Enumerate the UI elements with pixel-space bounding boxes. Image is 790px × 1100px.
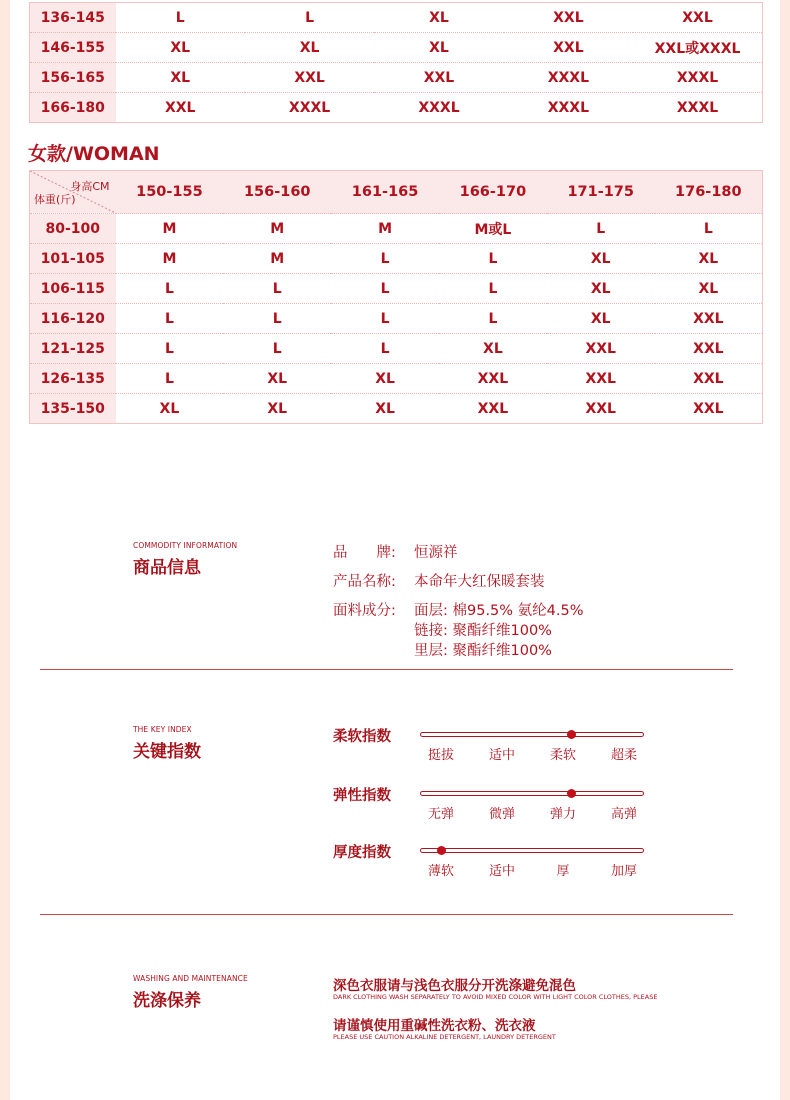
key-index-title-en: THE KEY INDEX [133, 725, 192, 734]
size-cell: XXL [655, 304, 763, 334]
table-row [30, 33, 763, 63]
size-cell: XXL [504, 33, 633, 63]
corner-height-label: 身高CM [70, 180, 110, 193]
size-cell: L [245, 3, 374, 33]
table-row [30, 3, 763, 33]
index-tick-label: 厚 [556, 864, 570, 879]
size-cell: XL [159, 400, 180, 417]
commodity-title-cn: 商品信息 [133, 558, 201, 578]
height-header-cell: 171-175 [547, 171, 655, 214]
section-divider [40, 669, 733, 670]
size-cell: L [331, 334, 439, 364]
size-cell: L [116, 334, 224, 364]
table-row [30, 364, 763, 394]
weight-cell: 135-150 [30, 394, 116, 424]
elasticity-index-track [420, 791, 644, 796]
size-cell: XL [439, 334, 547, 364]
size-cell: L [439, 304, 547, 334]
table-row [30, 93, 763, 123]
size-cell: L [439, 244, 547, 274]
washing-line1-cn: 深色衣服请与浅色衣服分开洗涤避免混色 [333, 978, 576, 994]
table-row [30, 334, 763, 364]
size-cell: XXL [655, 364, 763, 394]
size-cell: M [223, 244, 331, 274]
size-cell: XXL [477, 400, 509, 417]
size-cell: XL [655, 274, 763, 304]
size-cell: XL [245, 33, 374, 63]
size-cell: L [655, 214, 763, 244]
table-row [30, 214, 763, 244]
size-cell: XXXL [633, 63, 762, 93]
washing-title-cn: 洗涤保养 [133, 991, 201, 1011]
elasticity-index-marker [567, 789, 576, 798]
size-cell: XXL [439, 364, 547, 394]
weight-cell: 121-125 [30, 334, 116, 364]
index-tick-label: 无弹 [427, 807, 454, 822]
index-tick-label: 适中 [488, 864, 515, 879]
size-cell: XXXL [676, 99, 719, 116]
size-cell: M [223, 214, 331, 244]
washing-line2-cn: 请谨慎使用重碱性洗衣粉、洗衣液 [333, 1018, 536, 1034]
softness-index-track [420, 732, 644, 737]
size-cell: XXL [693, 400, 724, 417]
size-cell: XXL [655, 334, 763, 364]
size-cell: XXXL [418, 99, 460, 116]
size-cell: XXL [585, 400, 616, 417]
size-cell: XL [374, 33, 503, 63]
size-cell: XL [547, 304, 655, 334]
softness-index-marker [567, 730, 576, 739]
fabric-label: 面料成分: [333, 603, 396, 619]
size-cell: L [223, 304, 331, 334]
size-cell: XL [374, 3, 503, 33]
corner-cell [30, 171, 116, 214]
index-tick-label: 适中 [488, 748, 515, 763]
weight-cell: 126-135 [30, 364, 116, 394]
size-cell: XL [655, 244, 763, 274]
size-cell: XL [375, 400, 395, 417]
size-cell: XXL [633, 3, 762, 33]
size-cell: XXL [547, 334, 655, 364]
table-row [30, 244, 763, 274]
size-cell: XXL [374, 63, 503, 93]
size-cell: XXXL [504, 63, 633, 93]
product-name-value: 本命年大红保暖套装 [414, 574, 545, 590]
size-cell: XL [547, 274, 655, 304]
size-cell: L [439, 274, 547, 304]
elasticity-index-label: 弹性指数 [333, 788, 391, 804]
size-cell: XL [116, 33, 245, 63]
weight-cell: 80-100 [30, 214, 116, 244]
index-tick-label: 薄软 [427, 864, 454, 879]
size-cell: XL [267, 400, 288, 417]
page [10, 0, 780, 1100]
height-header-cell: 166-170 [439, 171, 547, 214]
weight-cell: 106-115 [30, 274, 116, 304]
table-row [30, 274, 763, 304]
woman-table-title: 女款/WOMAN [28, 143, 160, 165]
size-cell: XL [116, 63, 245, 93]
size-cell: L [223, 274, 331, 304]
corner-weight-label: 体重(斤) [34, 193, 76, 206]
size-cell: XXL [164, 99, 196, 116]
index-tick-label: 挺拔 [427, 748, 454, 763]
washing-title-en: WASHING AND MAINTENANCE [133, 974, 248, 983]
brand-value: 恒源祥 [414, 545, 458, 561]
weight-cell: 156-165 [30, 63, 116, 93]
table-row [30, 63, 763, 93]
height-header-cell: 156-160 [223, 171, 331, 214]
index-tick-label: 弹力 [549, 807, 576, 822]
men-size-table [29, 2, 763, 123]
size-cell: M [116, 244, 224, 274]
size-cell: L [331, 304, 439, 334]
size-cell: XXL [504, 3, 633, 33]
size-cell: L [116, 304, 224, 334]
washing-line1-en: DARK CLOTHING WASH SEPARATELY TO AVOID MIXED COLOR WITH LIGHT COLOR CLOTHES, PLEASE [333, 993, 658, 1001]
weight-cell: 146-155 [30, 33, 116, 63]
weight-cell: 116-120 [30, 304, 116, 334]
index-tick-label: 柔软 [549, 748, 576, 763]
index-tick-label: 加厚 [610, 864, 637, 879]
brand-label: 品 牌: [333, 545, 396, 561]
product-name-label: 产品名称: [333, 574, 396, 590]
thickness-index-label: 厚度指数 [333, 845, 391, 861]
size-cell: XXXL [288, 99, 331, 116]
table-row [30, 394, 763, 424]
size-cell: M或L [439, 214, 547, 244]
thickness-index-track [420, 848, 644, 853]
fabric-line-inner: 里层: 聚酯纤维100% [414, 643, 552, 659]
fabric-line-outer: 面层: 棉95.5% 氨纶4.5% [414, 603, 584, 619]
key-index-title-cn: 关键指数 [133, 742, 201, 762]
size-cell: L [223, 334, 331, 364]
weight-cell: 166-180 [30, 93, 116, 123]
index-tick-label: 高弹 [610, 807, 637, 822]
size-cell: L [116, 274, 224, 304]
size-cell: XXL或XXXL [633, 33, 762, 63]
fabric-line-link: 链接: 聚酯纤维100% [414, 623, 552, 639]
size-cell: L [331, 274, 439, 304]
size-cell: M [116, 214, 224, 244]
size-cell: L [331, 244, 439, 274]
size-cell: XXL [547, 364, 655, 394]
size-cell: XXXL [547, 99, 590, 116]
woman-size-table [29, 170, 763, 424]
size-cell: L [116, 364, 224, 394]
height-header-cell: 161-165 [331, 171, 439, 214]
washing-line2-en: PLEASE USE CAUTION ALKALINE DETERGENT, LAUNDRY DETERGENT [333, 1033, 556, 1041]
size-cell: L [547, 214, 655, 244]
size-cell: XL [547, 244, 655, 274]
section-divider [40, 914, 733, 915]
softness-index-label: 柔软指数 [333, 729, 391, 745]
index-tick-label: 超柔 [610, 748, 637, 763]
commodity-title-en: COMMODITY INFORMATION [133, 541, 238, 550]
size-cell: M [331, 214, 439, 244]
size-cell: XXL [245, 63, 374, 93]
index-tick-label: 微弹 [488, 807, 515, 822]
size-cell: L [116, 3, 245, 33]
weight-cell: 101-105 [30, 244, 116, 274]
height-header-cell: 176-180 [655, 171, 763, 214]
height-header-cell: 150-155 [116, 171, 224, 214]
size-cell: XL [331, 364, 439, 394]
table-row [30, 304, 763, 334]
woman-table-header-row [30, 171, 763, 214]
weight-cell: 136-145 [30, 3, 116, 33]
thickness-index-marker [437, 846, 446, 855]
size-cell: XL [223, 364, 331, 394]
